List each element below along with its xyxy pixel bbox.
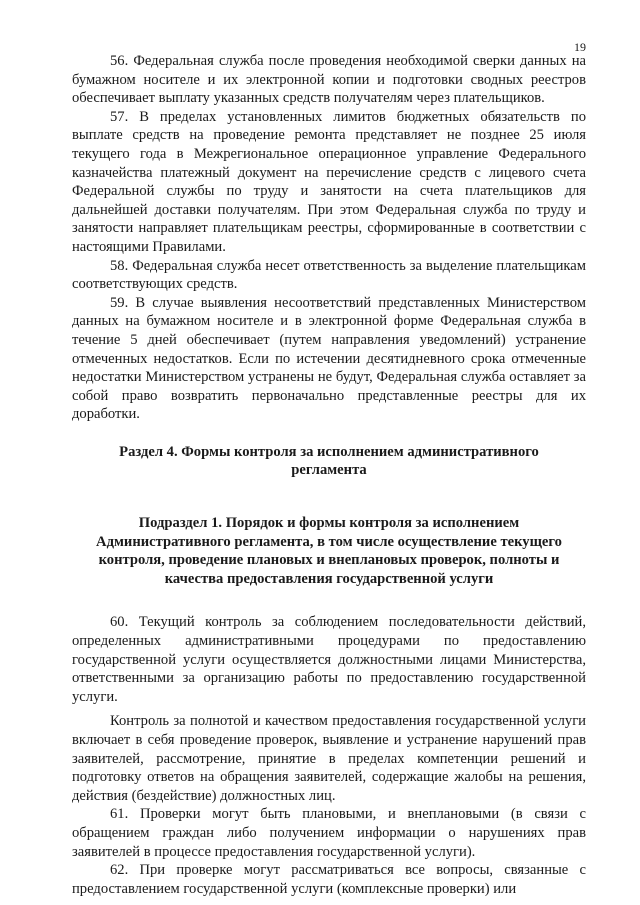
- paragraph-60: 60. Текущий контроль за соблюдением последовательности действий, определенных административными процедурами по предоставлению государственной услуги осуществляется должностными лицами Министерства, ответственными за организацию работы по предоставлению государственной услуги.: [72, 614, 586, 705]
- paragraph-61: 61. Проверки могут быть плановыми, и внеплановыми (в связи с обращением граждан либо получением информации о нарушениях прав заявителей в процессе предоставления государственной услуги).: [72, 806, 586, 860]
- paragraph-control: Контроль за полнотой и качеством предоставления государственной услуги включает в себя проведение проверок, выявление и устранение нарушений прав заявителей, рассмотрение, принятие в пределах компетенции решений и подготовку ответов на обращения заявителей, содержащие жалобы на решения, действия (бездействие) должностных лиц.: [72, 713, 586, 804]
- paragraph-62: 62. При проверке могут рассматриваться все вопросы, связанные с предоставлением государственной услуги (комплексные проверки) или: [72, 862, 586, 897]
- document-body: [72, 52, 586, 898]
- paragraph-56: 56. Федеральная служба после проведения необходимой сверки данных на бумажном носителе и их электронной копии и подготовки сводных реестров обеспечивает выплату указанных средств получателям через плательщиков.: [72, 53, 586, 107]
- paragraph-58: 58. Федеральная служба несет ответственность за выделение плательщикам соответствующих средств.: [72, 257, 586, 293]
- page-number: 19: [574, 40, 586, 54]
- paragraph-57: 57. В пределах установленных лимитов бюджетных обязательств по выплате средств на проведение ремонта представляет не позднее 25 июля текущего года в Межрегиональное операционное управление Федерального казначейства платежный документ на перечисление средств с лицевого счета Федеральной службы по труду и занятости на счета плательщиков для дальнейшей доставки получателям. При этом Федеральная служба по труду и занятости направляет плательщикам реестры, сформированные в соответствии с настоящими Правилами.: [72, 108, 586, 255]
- section-heading: Раздел 4. Формы контроля за исполнением административного регламента: [119, 443, 539, 479]
- paragraph-59: 59. В случае выявления несоответствий представленных Министерством данных на бумажном носителе и в электронной форме Федеральная служба в течение 5 дней обеспечивает (путем направления уведомлений) устранение отмеченных недостатков. Если по истечении десятидневного срока отмеченные недостатки Министерством устранены не будут, Федеральная служба оставляет за собой право возвратить первоначально представленные реестры для их доработки.: [72, 294, 586, 423]
- subsection-heading: Подраздел 1. Порядок и формы контроля за исполнением Административного регламента, в том числе осуществление текущего контроля, проведение плановых и внеплановых проверок, полноты и качества предоставления государственной услуги: [96, 515, 562, 587]
